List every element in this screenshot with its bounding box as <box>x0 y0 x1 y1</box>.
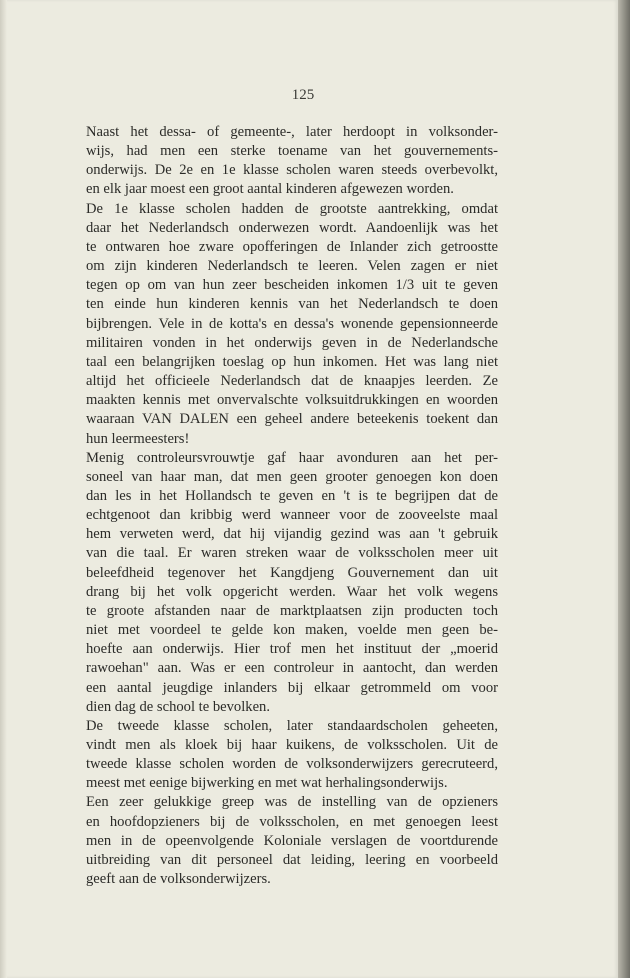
paragraph <box>86 123 498 200</box>
paragraph <box>86 449 498 717</box>
text-line: ten einde hun kinderen kennis van het Nederlandsch te doen <box>86 296 498 313</box>
text-line: Menig controleursvrouwtje gaf haar avonduren aan het per- <box>86 449 498 466</box>
body-text <box>86 123 498 889</box>
text-line: altijd het officieele Nederlandsch dat de knaapjes leerden. Ze <box>86 373 498 390</box>
text-line: dien dag de school te bevolken. <box>86 698 270 715</box>
text-line: tweede klasse scholen worden de volksonderwijzers gerecruteerd, <box>86 756 498 773</box>
text-line: rawoehan" aan. Was er een controleur in aantocht, dan werden <box>86 660 498 677</box>
text-line: vindt men als kloek bij haar kuikens, de volksscholen. Uit de <box>86 737 498 753</box>
text-line: hem verweten werd, dat hij vijandig gezind was aan 't gebruik <box>86 526 498 543</box>
page-gutter <box>0 0 7 978</box>
page-edge <box>618 0 630 978</box>
text-line: wijs, had men een sterke toename van het gouvernements- <box>86 143 498 160</box>
paragraph <box>86 717 498 794</box>
text-line: men in de opeenvolgende Koloniale verslagen de voortdurende <box>86 832 498 849</box>
paragraph <box>86 200 498 449</box>
text-line: drang bij het volk opgericht werden. Waar het volk wegens <box>86 583 498 600</box>
paragraph <box>86 793 498 889</box>
text-line: echtgenoot dan kribbig werd wanneer voor de zooveelste maal <box>86 507 498 524</box>
page-number: 125 <box>291 87 315 103</box>
text-line: maakten kennis met onvervalschte volksuitdrukkingen en woorden <box>86 392 498 409</box>
text-line: hun leermeesters! <box>86 430 190 447</box>
text-line: De tweede klasse scholen, later standaardscholen geheeten, <box>86 717 498 734</box>
text-line: onderwijs. De 2e en 1e klasse scholen waren steeds overbevolkt, <box>86 162 498 179</box>
text-line: en hoofdopzieners bij de volksscholen, en met genoegen leest <box>86 813 498 830</box>
text-line: te groote afstanden naar de marktplaatsen zijn producten toch <box>86 602 498 619</box>
text-line: daar het Nederlandsch onderwezen wordt. Aandoenlijk was het <box>86 219 498 236</box>
text-line: waaraan VAN DALEN een geheel andere beteekenis toekent dan <box>86 411 498 428</box>
text-line: meest met eenige bijwerking en met wat herhalingsonderwijs. <box>86 775 448 792</box>
text-line: om zijn kinderen Nederlandsch te leeren. Velen zagen er niet <box>86 258 498 275</box>
text-line: De 1e klasse scholen hadden de grootste aantrekking, omdat <box>86 200 498 217</box>
text-line: beleefdheid tegenover het Kangdjeng Gouvernement dan uit <box>86 564 498 581</box>
text-line: Naast het dessa- of gemeente-, later herdoopt in volksonder- <box>86 124 498 140</box>
text-line: een aantal jeugdige inlanders bij elkaar getrommeld om voor <box>86 679 498 696</box>
text-line: uitbreiding van dit personeel dat leiding, leering en voorbeeld <box>86 851 498 868</box>
text-line: dan les in het Hollandsch te geven en 't is te begrijpen dat de <box>86 487 498 504</box>
text-line: van die taal. Er waren streken waar de volksscholen meer uit <box>86 545 498 562</box>
text-line: bijbrengen. Vele in de kotta's en dessa's wonende gepensionneerde <box>86 315 498 332</box>
text-line: militairen vonden in het onderwijs geven in de Nederlandsche <box>86 334 498 351</box>
text-line: geeft aan de volksonderwijzers. <box>86 871 271 888</box>
text-line: te ontwaren hoe zware opofferingen de Inlander zich getroostte <box>86 238 498 255</box>
text-line: tegen op om van hun zeer bescheiden inkomen 1/3 uit te geven <box>86 277 498 294</box>
text-line: Een zeer gelukkige greep was de instelling van de opzieners <box>86 794 498 811</box>
text-line: hoefte aan onderwijs. Hier trof men het instituut der „moerid <box>86 641 498 658</box>
text-line: niet met voordeel te gelde kon maken, voelde men geen be- <box>86 622 498 639</box>
text-line: taal een belangrijken toeslag op hun inkomen. Het was lang niet <box>86 353 498 370</box>
text-line: soneel van haar man, dat men geen grooter genoegen kon doen <box>86 468 498 485</box>
text-line: en elk jaar moest een groot aantal kinderen afgewezen worden. <box>86 181 454 198</box>
